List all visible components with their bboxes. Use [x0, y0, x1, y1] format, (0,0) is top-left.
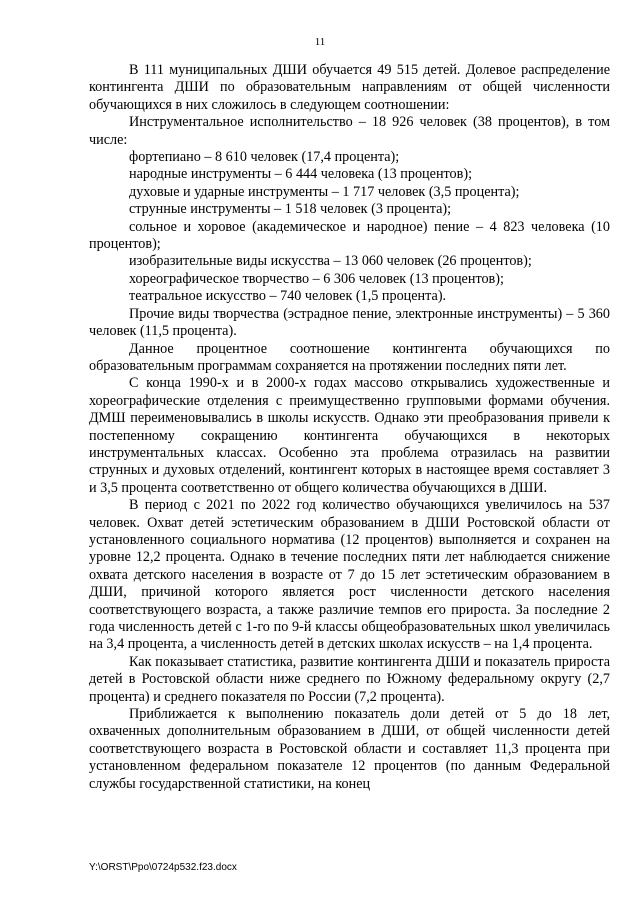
list-item: фортепиано – 8 610 человек (17,4 процента); [129, 149, 400, 166]
list-item: хореографическое творчество – 6 306 человек (13 процентов); [129, 270, 504, 287]
paragraph: Приближается к выполнению показатель доли детей от 5 до 18 лет, охваченных дополнительным образованием в ДШИ, от общей численности детей соответствующего возраста в Ростовской области и составляет 11,3 процента при установленном федеральном показателе 12 процентов (по данным Федеральной службы государственной статистики, на конец [89, 706, 610, 792]
list-item: изобразительные виды искусства – 13 060 человек (26 процентов); [129, 253, 532, 270]
paragraph: Данное процентное соотношение контингента обучающихся по образовательным программам сохраняется на протяжении последних пяти лет. [89, 340, 610, 374]
page-number: 11 [314, 36, 326, 48]
paragraph: В 111 муниципальных ДШИ обучается 49 515 детей. Долевое распределение контингента ДШИ по образовательным направлениям от общей численности обучающихся в них сложилось в следующем соотношении: [89, 62, 610, 113]
footer-file-path: Y:\ORST\Ppo\0724p532.f23.docx [89, 862, 237, 873]
list-item: духовые и ударные инструменты – 1 717 человек (3,5 процента); [129, 183, 520, 200]
paragraph: С конца 1990-х и в 2000-х годах массово открывались художественные и хореографические отделения с преимущественно групповыми формами обучения. ДМШ переименовывались в школы искусств. Однако эти преобразования привели к постепенному сокращению контингента обучающихся в некоторых инструментальных классах. Особенно эта проблема отразилась на развитии струнных и духовых отделений, контингент которых в настоящее время составляет 3 и 3,5 процента соответственно от общего количества обучающихся в ДШИ. [89, 375, 610, 496]
list-item: сольное и хоровое (академическое и народное) пение – 4 823 человека (10 процентов); [89, 218, 610, 253]
paragraph: Инструментальное исполнительство – 18 926 человек (38 процентов), в том числе: [89, 114, 610, 148]
paragraph: Прочие виды творчества (эстрадное пение, электронные инструменты) – 5 360 человек (11,5 процента). [89, 305, 610, 340]
paragraph: Как показывает статистика, развитие контингента ДШИ и показатель прироста детей в Ростовской области ниже среднего по Южному федеральному округу (2,7 процента) и среднего показателя по России (7,2 процента). [89, 653, 610, 705]
paragraph: В период с 2021 по 2022 год количество обучающихся увеличилось на 537 человек. Охват детей эстетическим образованием в ДШИ Ростовской области от установленного социального норматива (12 процентов) выполняется и сохранен на уровне 12,2 процента. Однако в течение последних пяти лет наблюдается снижение охвата детского населения в возрасте от 7 до 15 лет эстетическим образованием в ДШИ, причиной которого является рост численности детского населения соответствующего возраста, а также различие темпов его прироста. За последние 2 года численность детей с 1-го по 9-й классы общеобразовательных школ увеличилась на 3,4 процента, а численность детей в детских школах искусств – на 1,4 процента. [89, 497, 610, 653]
list-item: народные инструменты – 6 444 человека (13 процентов); [129, 166, 473, 183]
list-item: струнные инструменты – 1 518 человек (3 процента); [129, 201, 452, 218]
document-body [89, 62, 610, 793]
list-item: театральное искусство – 740 человек (1,5 процента). [129, 288, 447, 305]
